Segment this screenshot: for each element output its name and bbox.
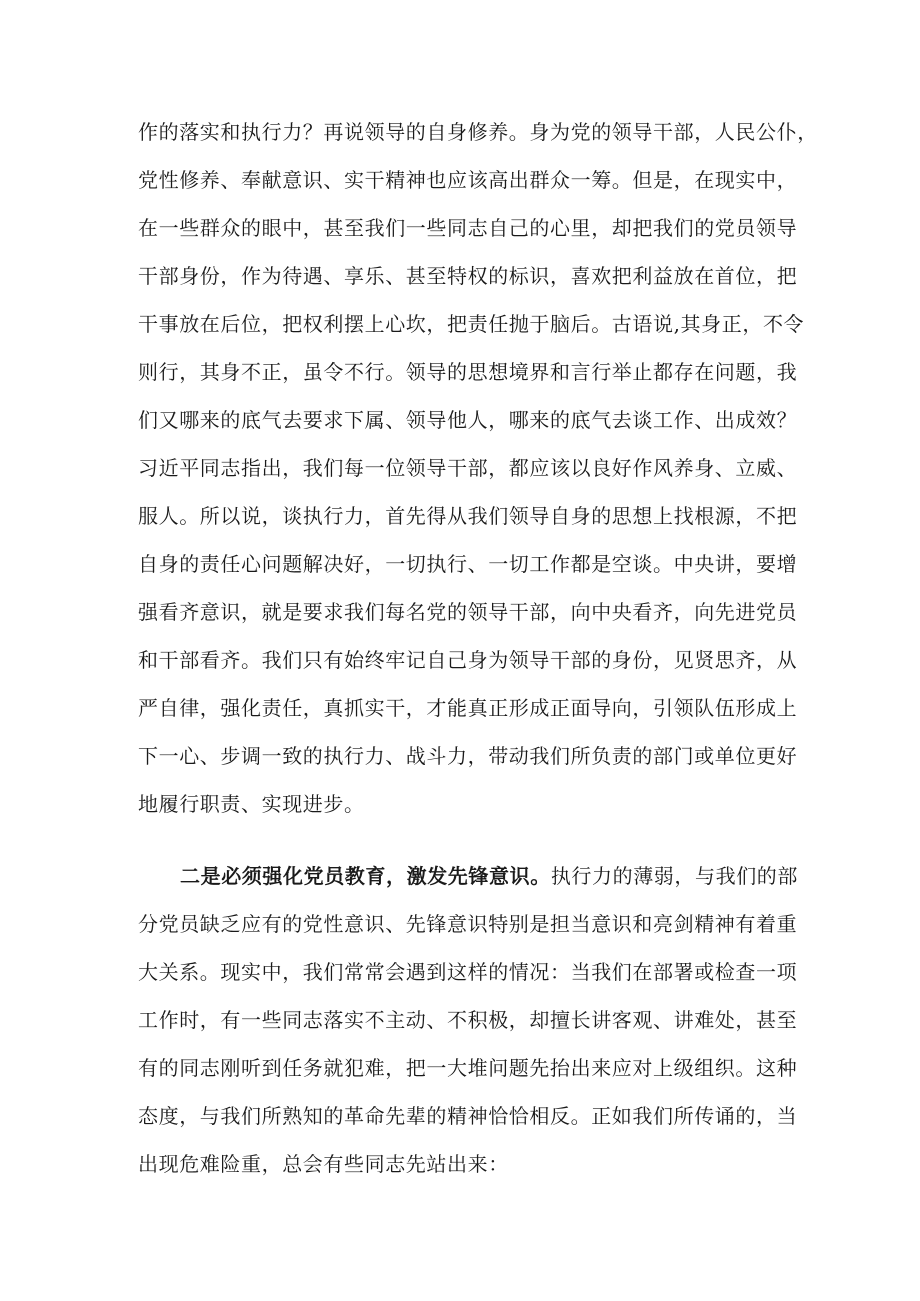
paragraph-line: 出现危难险重，总会有些同志先站出来： [138,1152,509,1176]
paragraph-line: 作的落实和执行力？再说领导的自身修养。身为党的领导干部，人民公仆， [138,120,818,144]
paragraph-line: 分党员缺乏应有的党性意识、先锋意识特别是担当意识和亮剑精神有着重 [138,912,798,936]
paragraph-line: 态度，与我们所熟知的革命先辈的精神恰恰相反。正如我们所传诵的，当 [138,1104,798,1128]
paragraph-line: 严自律，强化责任，真抓实干，才能真正形成正面导向，引领队伍形成上 [138,696,798,720]
paragraph-line: 服人。所以说，谈执行力，首先得从我们领导自身的思想上找根源，不把 [138,504,798,528]
paragraph-line: 工作时，有一些同志落实不主动、不积极，却擅长讲客观、讲难处，甚至 [138,1008,798,1032]
paragraph-line: 大关系。现实中，我们常常会遇到这样的情况：当我们在部署或检查一项 [138,960,798,984]
paragraph-line: 自身的责任心问题解决好，一切执行、一切工作都是空谈。中央讲，要增 [138,552,798,576]
paragraph-line: 在一些群众的眼中，甚至我们一些同志自己的心里，却把我们的党员领导 [138,216,798,240]
paragraph-line: 干事放在后位，把权利摆上心坎，把责任抛于脑后。古语说,其身正，不令 [138,312,805,336]
paragraph-line: 下一心、步调一致的执行力、战斗力，带动我们所负责的部门或单位更好 [138,744,798,768]
paragraph-line: 和干部看齐。我们只有始终牢记自己身为领导干部的身份，见贤思齐，从 [138,648,798,672]
paragraph-line: 强看齐意识，就是要求我们每名党的领导干部，向中央看齐，向先进党员 [138,600,798,624]
paragraph-line: 地履行职责、实现进步。 [138,792,365,816]
paragraph-line: 有的同志刚听到任务就犯难，把一大堆问题先抬出来应对上级组织。这种 [138,1056,798,1080]
section-heading: 二是必须强化党员教育，激发先锋意识。 [180,864,551,888]
paragraph-line: 干部身份，作为待遇、享乐、甚至特权的标识，喜欢把利益放在首位，把 [138,264,798,288]
paragraph-first-line [180,856,840,896]
paragraph-line: 们又哪来的底气去要求下属、领导他人，哪来的底气去谈工作、出成效？ [138,408,798,432]
paragraph-line: 习近平同志指出，我们每一位领导干部，都应该以良好作风养身、立威、 [138,456,798,480]
paragraph-line: 党性修养、奉献意识、实干精神也应该高出群众一筹。但是，在现实中， [138,168,798,192]
first-line-text: 执行力的薄弱，与我们的部 [550,864,799,888]
paragraph-line: 则行，其身不正，虽令不行。领导的思想境界和言行举止都存在问题，我 [138,360,798,384]
